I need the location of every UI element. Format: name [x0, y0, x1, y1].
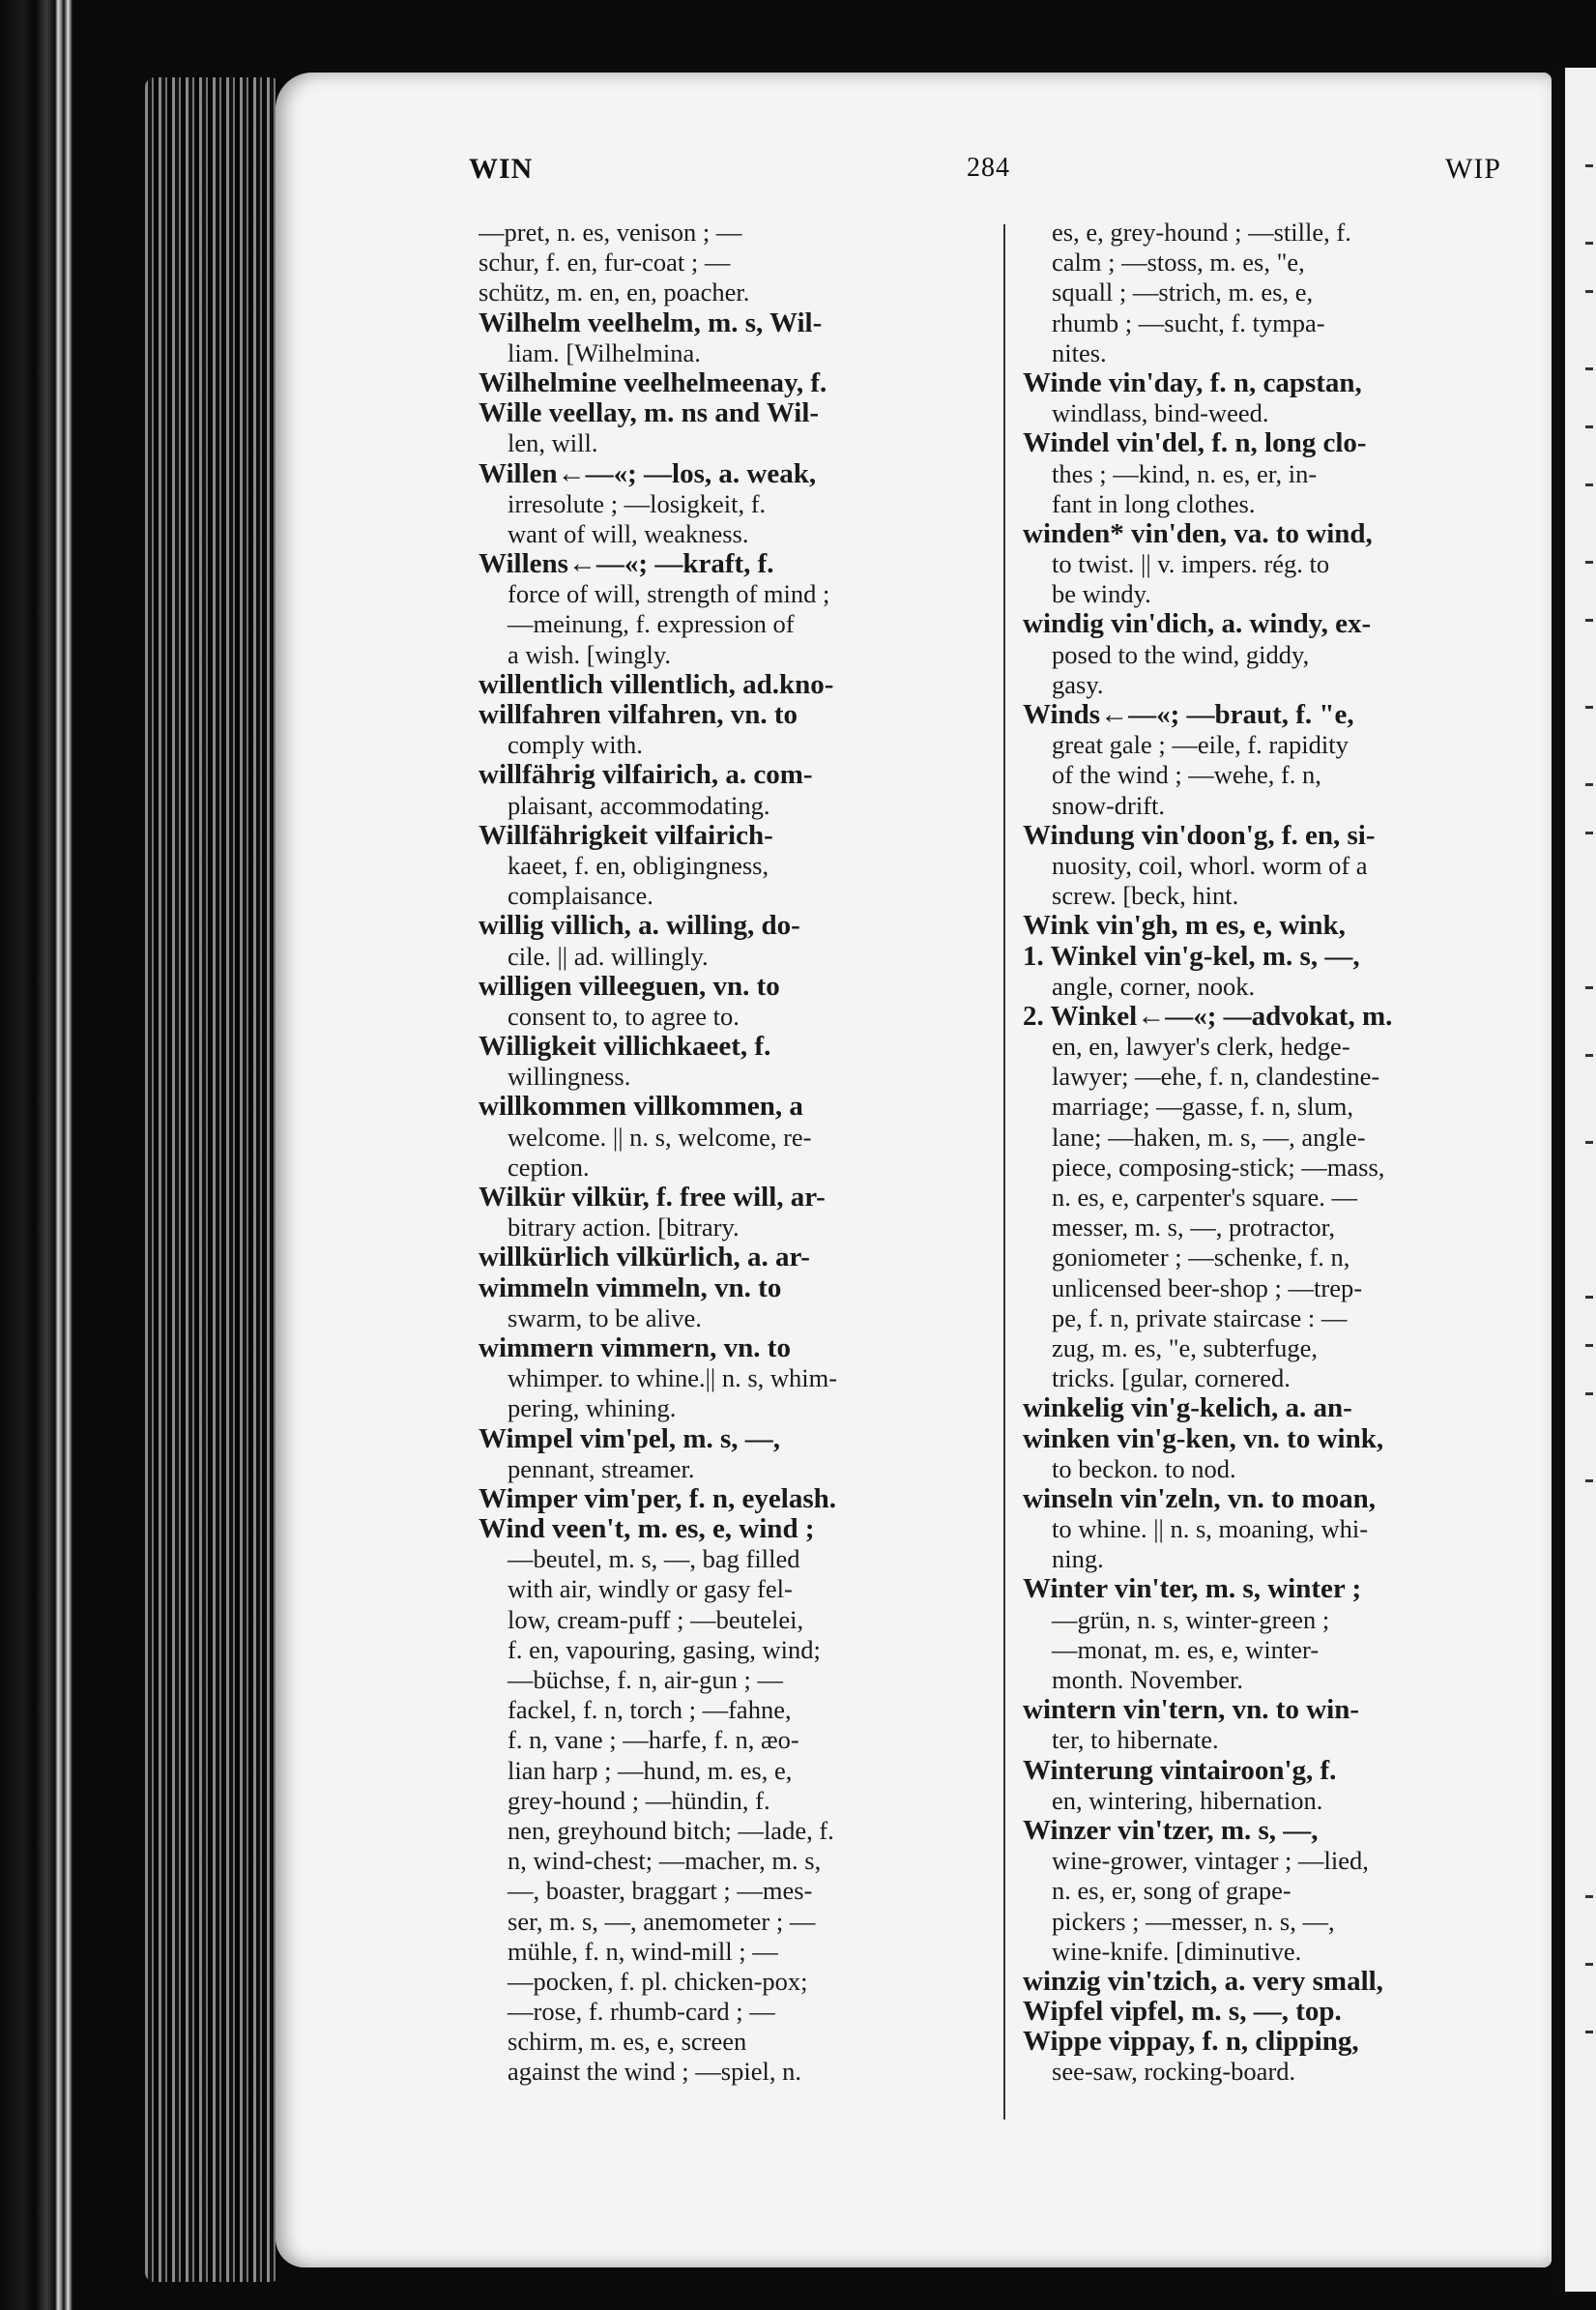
dictionary-entry-line: swarm, to be alive. — [508, 1302, 702, 1332]
facing-page-text-fragment — [1585, 242, 1593, 245]
dictionary-entry-line: calm ; —stoss, m. es, "e, — [1052, 248, 1305, 278]
facing-page-text-fragment — [1585, 1963, 1593, 1966]
dictionary-entry-line: f. n, vane ; —harfe, f. n, æo- — [508, 1725, 799, 1755]
dictionary-entry-line: bitrary action. [bitrary. — [508, 1213, 740, 1243]
dictionary-entry-line: fant in long clothes. — [1052, 488, 1256, 518]
running-head-left: WIN — [469, 153, 534, 185]
dictionary-entry-line: nen, greyhound bitch; —lade, f. — [508, 1815, 834, 1845]
dictionary-headword-line: willigen villeeguen, vn. to — [479, 971, 780, 1002]
dictionary-headword-line: winden* vin'den, va. to wind, — [1023, 518, 1373, 549]
dictionary-entry-line: comply with. — [508, 730, 643, 760]
dictionary-entry-line: wine-knife. [diminutive. — [1052, 1936, 1302, 1966]
dictionary-entry-line: pickers ; —messer, n. s, —, — [1052, 1906, 1335, 1936]
dictionary-headword-line: wintern vin'tern, vn. to win- — [1023, 1695, 1359, 1726]
facing-page-text-fragment — [1585, 1895, 1593, 1898]
dictionary-headword-line: wimmern vimmern, vn. to — [479, 1332, 791, 1363]
dictionary-headword-line: Wind veen't, m. es, e, wind ; — [479, 1514, 815, 1545]
dictionary-headword-line: Wilhelmine veelhelmeenay, f. — [479, 367, 827, 398]
left-column — [479, 218, 991, 2088]
dictionary-entry-line: n. es, e, carpenter's square. — — [1052, 1183, 1358, 1212]
dictionary-entry-line: screw. [beck, hint. — [1052, 881, 1239, 911]
dictionary-entry-line: welcome. || n. s, welcome, re- — [508, 1122, 812, 1152]
dictionary-entry-line: with air, windly or gasy fel- — [508, 1574, 793, 1604]
dictionary-headword-line: Wippe vippay, f. n, clipping, — [1023, 2027, 1359, 2058]
dictionary-entry-line: unlicensed beer-shop ; —trep- — [1052, 1272, 1363, 1302]
dictionary-entry-line: —rose, f. rhumb-card ; — — [508, 1997, 775, 2027]
dictionary-headword-line: willentlich villentlich, ad.kno- — [479, 669, 834, 700]
dictionary-headword-line: Windel vin'del, f. n, long clo- — [1023, 428, 1367, 459]
dictionary-entry-line: —büchse, f. n, air-gun ; — — [508, 1665, 784, 1694]
dictionary-headword-line: windig vin'dich, a. windy, ex- — [1023, 609, 1372, 640]
dictionary-entry-line: consent to, to agree to. — [508, 1001, 740, 1031]
facing-page-text-fragment — [1585, 619, 1593, 622]
facing-page-text-fragment — [1585, 1392, 1593, 1395]
facing-page-text-fragment — [1585, 1344, 1593, 1347]
dictionary-headword-line: Wink vin'gh, m es, e, wink, — [1023, 911, 1346, 942]
dictionary-entry-line: gasy. — [1052, 669, 1104, 699]
running-head-right: WIP — [1445, 153, 1501, 185]
dictionary-entry-line: fackel, f. n, torch ; —fahne, — [508, 1695, 792, 1725]
dictionary-entry-line: angle, corner, nook. — [1052, 971, 1256, 1001]
dictionary-entry-line: —grün, n. s, winter-green ; — [1052, 1604, 1330, 1634]
dictionary-entry-line: to whine. || n. s, moaning, whi- — [1052, 1514, 1369, 1544]
dictionary-headword-line: willfährig vilfairich, a. com- — [479, 760, 813, 791]
dictionary-entry-line: lane; —haken, m. s, —, angle- — [1052, 1122, 1366, 1152]
dictionary-entry-line: a wish. [wingly. — [508, 639, 672, 669]
dictionary-headword-line: Windung vin'doon'g, f. en, si- — [1023, 820, 1376, 851]
dictionary-entry-line: zug, m. es, "e, subterfuge, — [1052, 1332, 1319, 1362]
dictionary-headword-line: Willens←—«; —kraft, f. — [479, 549, 774, 580]
dictionary-entry-line: pennant, streamer. — [508, 1453, 695, 1483]
dictionary-headword-line: willkommen villkommen, a — [479, 1092, 803, 1123]
page-number: 284 — [967, 153, 1010, 183]
dictionary-entry-line: —beutel, m. s, —, bag filled — [508, 1544, 800, 1574]
dictionary-entry-line: ning. — [1052, 1544, 1104, 1574]
dictionary-entry-line: ception. — [508, 1152, 590, 1182]
dictionary-entry-line: to beckon. to nod. — [1052, 1453, 1236, 1483]
dictionary-entry-line: force of will, strength of mind ; — [508, 579, 830, 609]
dictionary-entry-line: against the wind ; —spiel, n. — [508, 2057, 801, 2087]
dictionary-headword-line: Willfährigkeit vilfairich- — [479, 820, 773, 851]
facing-page-text-fragment — [1585, 483, 1593, 486]
dictionary-entry-line: f. en, vapouring, gasing, wind; — [508, 1634, 821, 1664]
dictionary-entry-line: kaeet, f. en, obligingness, — [508, 850, 769, 880]
dictionary-entry-line: want of will, weakness. — [508, 518, 749, 548]
facing-page-text-fragment — [1585, 290, 1593, 293]
dictionary-entry-line: —, boaster, braggart ; —mes- — [508, 1876, 813, 1906]
facing-page-text-fragment — [1585, 706, 1593, 709]
dictionary-headword-line: 1. Winkel vin'g-kel, m. s, —, — [1023, 941, 1360, 972]
dictionary-headword-line: willfahren vilfahren, vn. to — [479, 700, 798, 730]
dictionary-entry-line: snow-drift. — [1052, 790, 1166, 820]
dictionary-entry-line: —pocken, f. pl. chicken-pox; — [508, 1966, 808, 1996]
dictionary-entry-line: thes ; —kind, n. es, er, in- — [1052, 458, 1318, 488]
dictionary-headword-line: Wille veellay, m. ns and Wil- — [479, 398, 820, 429]
dictionary-entry-line: tricks. [gular, cornered. — [1052, 1363, 1291, 1393]
dictionary-entry-line: —monat, m. es, e, winter- — [1052, 1634, 1320, 1664]
facing-page-text-fragment — [1585, 164, 1593, 167]
dictionary-entry-line: low, cream-puff ; —beutelei, — [508, 1604, 804, 1634]
dictionary-entry-line: plaisant, accommodating. — [508, 790, 770, 820]
dictionary-entry-line: rhumb ; —sucht, f. tympa- — [1052, 307, 1325, 337]
dictionary-entry-line: len, will. — [508, 428, 598, 458]
right-column — [1023, 218, 1535, 2088]
dictionary-entry-line: en, en, lawyer's clerk, hedge- — [1052, 1032, 1350, 1062]
page-stack-edges — [145, 77, 280, 2282]
facing-page-text-fragment — [1585, 561, 1593, 564]
dictionary-entry-line: goniometer ; —schenke, f. n, — [1052, 1243, 1350, 1272]
column-divider — [1003, 224, 1005, 2120]
dictionary-entry-line: lawyer; —ehe, f. n, clandestine- — [1052, 1062, 1380, 1092]
dictionary-entry-line: windlass, bind-weed. — [1052, 398, 1269, 428]
dictionary-headword-line: winseln vin'zeln, vn. to moan, — [1023, 1483, 1376, 1514]
dictionary-entry-line: ter, to hibernate. — [1052, 1725, 1219, 1755]
dictionary-entry-line: to twist. || v. impers. rég. to — [1052, 549, 1330, 579]
dictionary-headword-line: winzig vin'tzich, a. very small, — [1023, 1966, 1383, 1997]
dictionary-headword-line: wimmeln vimmeln, vn. to — [479, 1272, 782, 1303]
dictionary-entry-line: messer, m. s, —, protractor, — [1052, 1213, 1335, 1243]
dictionary-headword-line: Winter vin'ter, m. s, winter ; — [1023, 1574, 1362, 1605]
dictionary-headword-line: Willen←—«; —los, a. weak, — [479, 458, 817, 489]
facing-page-text-fragment — [1585, 425, 1593, 428]
dictionary-headword-line: Winds←—«; —braut, f. "e, — [1023, 700, 1354, 730]
facing-page-text-fragment — [1585, 1054, 1593, 1057]
facing-page-text-fragment — [1585, 1296, 1593, 1299]
dictionary-entry-line: willingness. — [508, 1062, 631, 1092]
dictionary-entry-line: whimper. to whine.|| n. s, whim- — [508, 1363, 838, 1393]
dictionary-entry-line: —meinung, f. expression of — [508, 609, 795, 639]
dictionary-headword-line: Willigkeit villichkaeet, f. — [479, 1032, 771, 1063]
dictionary-entry-line: nuosity, coil, whorl. worm of a — [1052, 850, 1368, 880]
dictionary-headword-line: Wilkür vilkür, f. free will, ar- — [479, 1183, 826, 1213]
dictionary-headword-line: Wipfel vipfel, m. s, —, top. — [1023, 1997, 1342, 2028]
dictionary-headword-line: winkelig vin'g-kelich, a. an- — [1023, 1393, 1352, 1424]
dictionary-entry-line: great gale ; —eile, f. rapidity — [1052, 730, 1349, 760]
dictionary-headword-line: willig villich, a. willing, do- — [479, 911, 800, 942]
dictionary-entry-line: complaisance. — [508, 881, 653, 911]
dictionary-entry-line: —pret, n. es, venison ; — — [479, 218, 742, 247]
dictionary-entry-line: wine-grower, vintager ; —lied, — [1052, 1846, 1369, 1876]
dictionary-entry-line: liam. [Wilhelmina. — [508, 337, 701, 367]
dictionary-headword-line: 2. Winkel←—«; —advokat, m. — [1023, 1001, 1393, 1032]
dictionary-entry-line: be windy. — [1052, 579, 1151, 609]
dictionary-headword-line: Winterung vintairoon'g, f. — [1023, 1755, 1337, 1786]
dictionary-entry-line: lian harp ; —hund, m. es, e, — [508, 1755, 793, 1785]
dictionary-entry-line: pe, f. n, private staircase : — — [1052, 1302, 1348, 1332]
dictionary-entry-line: cile. || ad. willingly. — [508, 941, 709, 971]
dictionary-entry-line: squall ; —strich, m. es, e, — [1052, 278, 1314, 307]
dictionary-entry-line: see-saw, rocking-board. — [1052, 2057, 1296, 2087]
facing-page-text-fragment — [1585, 832, 1593, 834]
dictionary-headword-line: Wimper vim'per, f. n, eyelash. — [479, 1483, 837, 1514]
facing-page-text-fragment — [1585, 986, 1593, 989]
dictionary-entry-line: es, e, grey-hound ; —stille, f. — [1052, 218, 1351, 247]
dictionary-entry-line: pering, whining. — [508, 1393, 677, 1423]
dictionary-headword-line: Wimpel vim'pel, m. s, —, — [479, 1423, 781, 1454]
facing-page-text-fragment — [1585, 367, 1593, 370]
dictionary-entry-line: schütz, m. en, en, poacher. — [479, 278, 750, 307]
dictionary-entry-line: posed to the wind, giddy, — [1052, 639, 1310, 669]
facing-page-edge — [1552, 68, 1596, 2292]
dictionary-entry-line: of the wind ; —wehe, f. n, — [1052, 760, 1321, 790]
facing-page-text-fragment — [1585, 783, 1593, 786]
dictionary-headword-line: Wilhelm veelhelm, m. s, Wil- — [479, 307, 823, 338]
facing-page-text-fragment — [1585, 2031, 1593, 2033]
dictionary-entry-line: schirm, m. es, e, screen — [508, 2027, 747, 2057]
dictionary-entry-line: piece, composing-stick; —mass, — [1052, 1152, 1385, 1182]
dictionary-entry-line: month. November. — [1052, 1665, 1243, 1694]
dictionary-entry-line: n. es, er, song of grape- — [1052, 1876, 1291, 1906]
dictionary-entry-line: marriage; —gasse, f. n, slum, — [1052, 1092, 1354, 1122]
dictionary-entry-line: nites. — [1052, 337, 1107, 367]
dictionary-headword-line: Winzer vin'tzer, m. s, —, — [1023, 1815, 1319, 1846]
dictionary-entry-line: schur, f. en, fur-coat ; — — [479, 248, 731, 278]
dictionary-entry-line: n, wind-chest; —macher, m. s, — [508, 1846, 822, 1876]
dictionary-entry-line: grey-hound ; —hündin, f. — [508, 1785, 770, 1815]
dictionary-entry-line: mühle, f. n, wind-mill ; — — [508, 1936, 778, 1966]
facing-page-text-fragment — [1585, 1479, 1593, 1482]
facing-page-text-fragment — [1585, 1141, 1593, 1144]
dictionary-headword-line: winken vin'g-ken, vn. to wink, — [1023, 1423, 1384, 1454]
dictionary-headword-line: Winde vin'day, f. n, capstan, — [1023, 367, 1362, 398]
dictionary-entry-line: ser, m. s, —, anemometer ; — — [508, 1906, 816, 1936]
dictionary-entry-line: en, wintering, hibernation. — [1052, 1785, 1323, 1815]
dictionary-headword-line: willkürlich vilkürlich, a. ar- — [479, 1243, 810, 1273]
dictionary-entry-line: irresolute ; —losigkeit, f. — [508, 488, 767, 518]
